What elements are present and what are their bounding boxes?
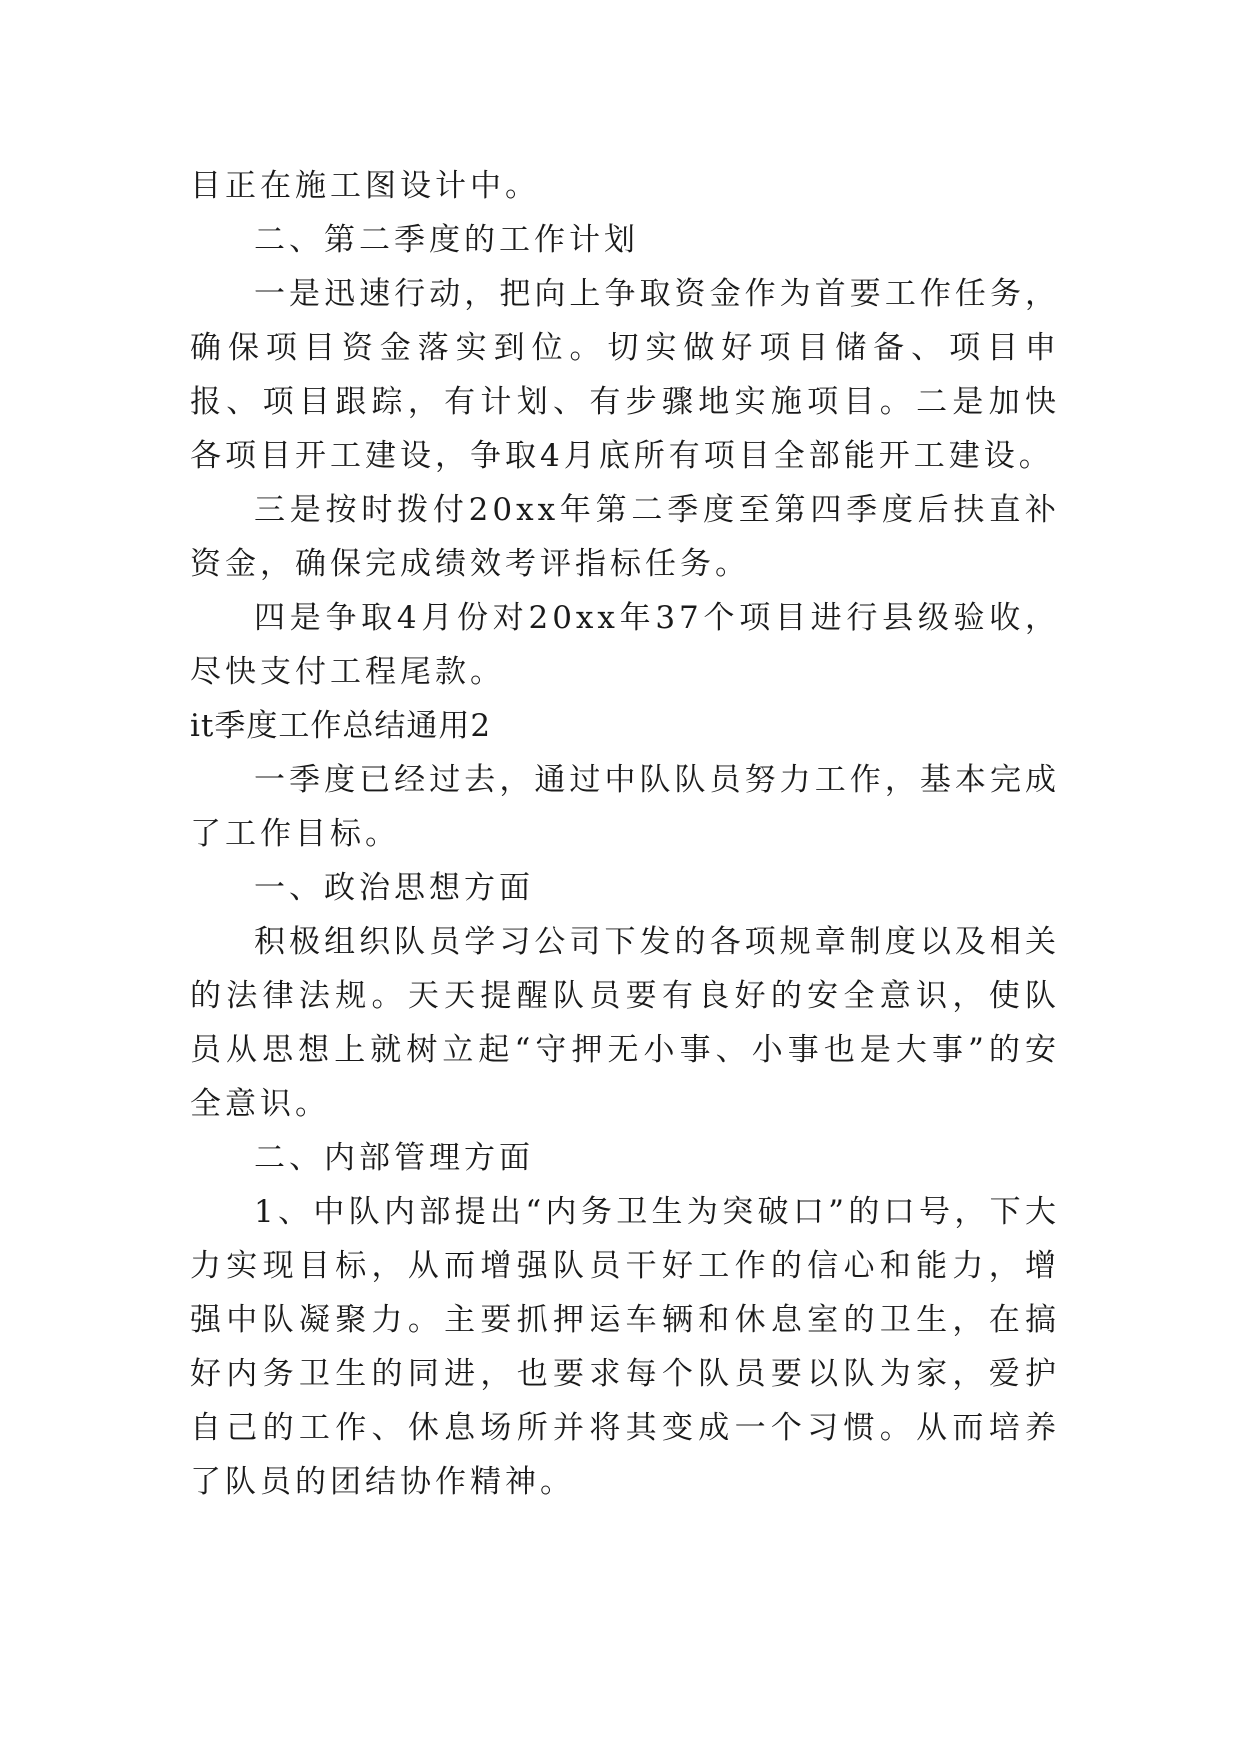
section-heading-political: 一、政治思想方面 — [254, 870, 534, 906]
paragraph-continuation: 目正在施工图设计中。 — [190, 168, 540, 204]
paragraph-plan-three: 三是按时拨付20xx年第二季度至第四季度后扶直补资金，确保完成绩效考评指标任务。 — [190, 492, 1060, 582]
paragraph-plan-four: 四是争取4月份对20xx年37个项目进行县级验收，尽快支付工程尾款。 — [190, 600, 1060, 690]
document-title: it季度工作总结通用2 — [190, 708, 492, 744]
paragraph-internal: 1、中队内部提出“内务卫生为突破口”的口号，下大力实现目标，从而增强队员干好工作的信心和能力，增强中队凝聚力。主要抓押运车辆和休息室的卫生，在搞好内务卫生的同进，也要求每个队员要以队为家，爱护自己的工作、休息场所并将其变成一个习惯。从而培养了队员的团结协作精神。 — [190, 1194, 1060, 1500]
section-heading-internal: 二、内部管理方面 — [254, 1140, 534, 1176]
paragraph-plan-one: 一是迅速行动，把向上争取资金作为首要工作任务，确保项目资金落实到位。切实做好项目储备、项目申报、项目跟踪，有计划、有步骤地实施项目。二是加快各项目开工建设，争取4月底所有项目全部能开工建设。 — [190, 276, 1060, 474]
paragraph-intro: 一季度已经过去，通过中队队员努力工作，基本完成了工作目标。 — [190, 762, 1060, 852]
section-heading-q2-plan: 二、第二季度的工作计划 — [254, 222, 639, 258]
paragraph-political: 积极组织队员学习公司下发的各项规章制度以及相关的法律法规。天天提醒队员要有良好的安全意识，使队员从思想上就树立起“守押无小事、小事也是大事”的安全意识。 — [190, 924, 1060, 1122]
document-body — [190, 159, 1060, 1509]
